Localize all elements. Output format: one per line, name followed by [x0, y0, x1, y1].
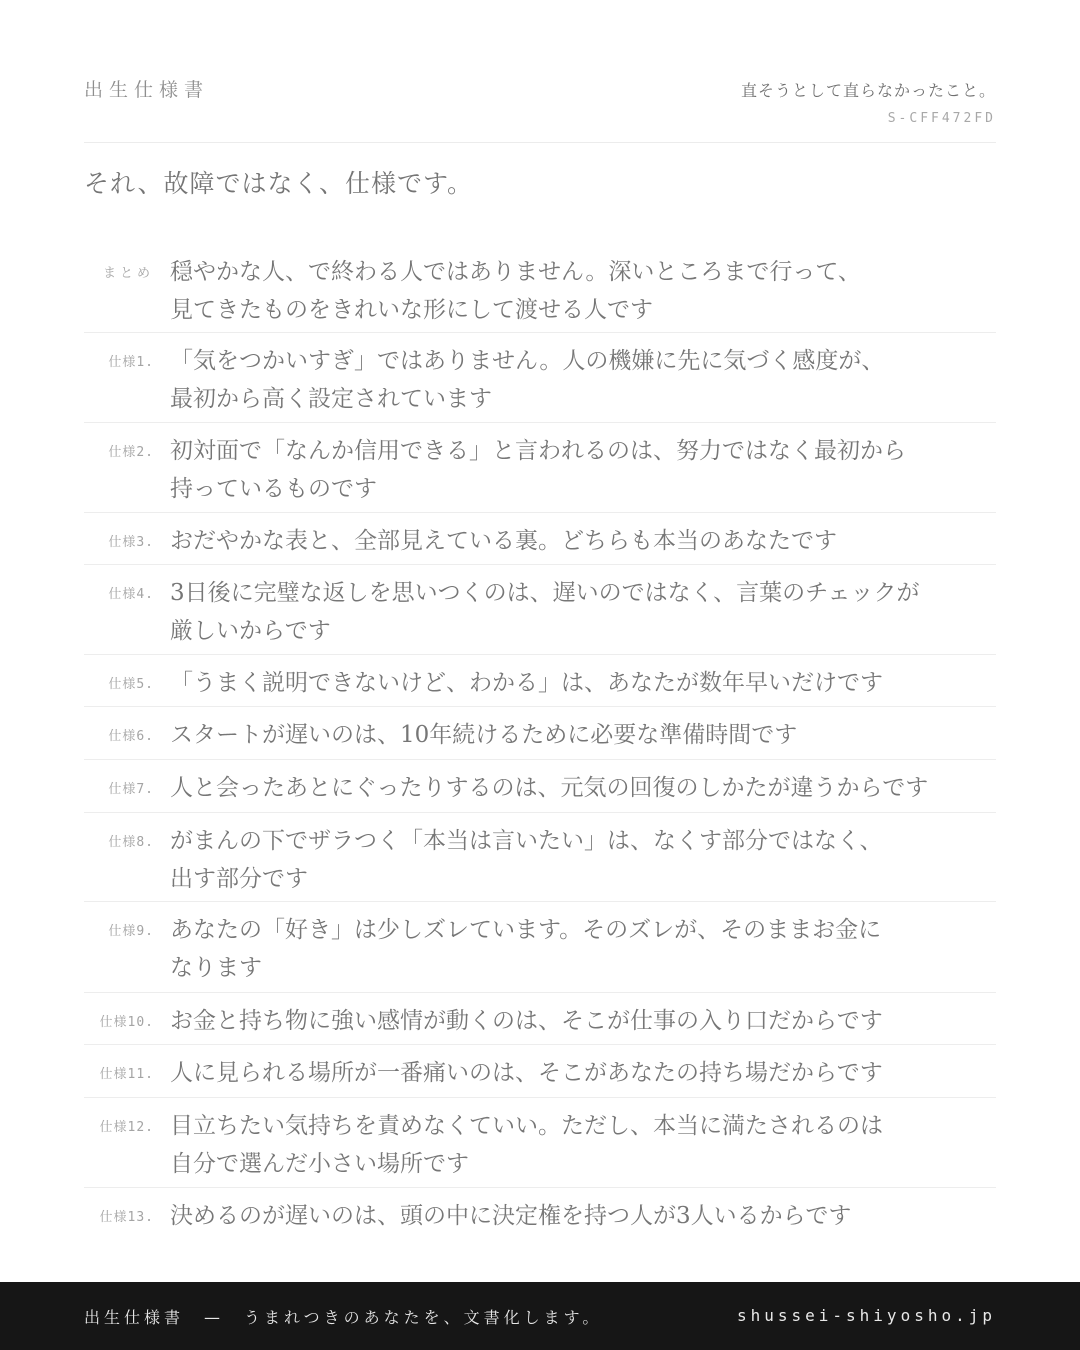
spec-text: 決めるのが遅いのは、頭の中に決定権を持つ人が3人いるからです	[170, 1203, 852, 1229]
tagline: 直そうとして直らなかったこと。	[740, 81, 996, 100]
footer-domain-link[interactable]: shussei-shiyosho.jp	[736, 1306, 996, 1325]
spec-label: まとめ	[102, 266, 154, 281]
footer-bar	[0, 1282, 1080, 1350]
spec-text: 初対面で「なんか信用できる」と言われるのは、努力ではなく最初から 持っているものです	[170, 438, 906, 502]
spec-label: 仕様2.	[108, 445, 154, 460]
spec-item	[84, 333, 996, 423]
footer-brand-text: 出生仕様書 — うまれつきのあなたを、文書化します。	[84, 1308, 603, 1327]
spec-item	[84, 993, 996, 1045]
spec-label: 仕様12.	[99, 1120, 154, 1135]
spec-label: 仕様8.	[108, 835, 154, 850]
spec-item	[84, 1045, 996, 1098]
spec-label: 仕様9.	[108, 924, 154, 939]
spec-text: 目立ちたい気持ちを責めなくていい。ただし、本当に満たされるのは 自分で選んだ小さい場所です	[170, 1113, 883, 1177]
spec-text: 穏やかな人、で終わる人ではありません。深いところまで行って、 見てきたものをきれいな形にして渡せる人です	[170, 259, 861, 323]
spec-summary	[84, 244, 996, 333]
spec-text: 「気をつかいすぎ」ではありません。人の機嫌に先に気づく感度が、 最初から高く設定されています	[170, 348, 885, 412]
spec-label: 仕様11.	[99, 1067, 154, 1082]
spec-text: お金と持ち物に強い感情が動くのは、そこが仕事の入り口だからです	[170, 1008, 883, 1034]
spec-label: 仕様10.	[99, 1015, 154, 1030]
page-headline: それ、故障ではなく、仕様です。	[84, 169, 474, 198]
spec-label: 仕様6.	[108, 729, 154, 744]
document-header	[84, 0, 996, 143]
spec-item	[84, 513, 996, 565]
spec-item	[84, 1188, 996, 1240]
spec-text: 「うまく説明できないけど、わかる」は、あなたが数年早いだけです	[170, 670, 883, 696]
spec-text: スタートが遅いのは、10年続けるために必要な準備時間です	[170, 722, 798, 748]
spec-label: 仕様1.	[108, 355, 154, 370]
serial-number: S-CFF472FD	[887, 111, 996, 126]
spec-item	[84, 655, 996, 707]
spec-item	[84, 760, 996, 813]
spec-item	[84, 565, 996, 655]
brand-title: 出生仕様書	[84, 79, 210, 101]
spec-label: 仕様7.	[108, 782, 154, 797]
spec-text: 人と会ったあとにぐったりするのは、元気の回復のしかたが違うからです	[170, 775, 929, 801]
spec-label: 仕様13.	[99, 1210, 154, 1225]
spec-item	[84, 1098, 996, 1188]
spec-item	[84, 707, 996, 760]
spec-text: あなたの「好き」は少しズレています。そのズレが、そのままお金に なります	[170, 917, 882, 981]
spec-label: 仕様5.	[108, 677, 154, 692]
document-page	[84, 0, 996, 1229]
spec-label: 仕様4.	[108, 587, 154, 602]
spec-text: おだやかな表と、全部見えている裏。どちらも本当のあなたです	[170, 528, 837, 554]
spec-label: 仕様3.	[108, 535, 154, 550]
spec-text: がまんの下でザラつく「本当は言いたい」は、なくす部分ではなく、 出す部分です	[170, 828, 883, 892]
spec-text: 3日後に完璧な返しを思いつくのは、遅いのではなく、言葉のチェックが 厳しいからです	[170, 580, 920, 644]
spec-item	[84, 813, 996, 902]
spec-list	[84, 244, 996, 1240]
spec-text: 人に見られる場所が一番痛いのは、そこがあなたの持ち場だからです	[170, 1060, 883, 1086]
spec-item	[84, 902, 996, 993]
spec-item	[84, 423, 996, 513]
